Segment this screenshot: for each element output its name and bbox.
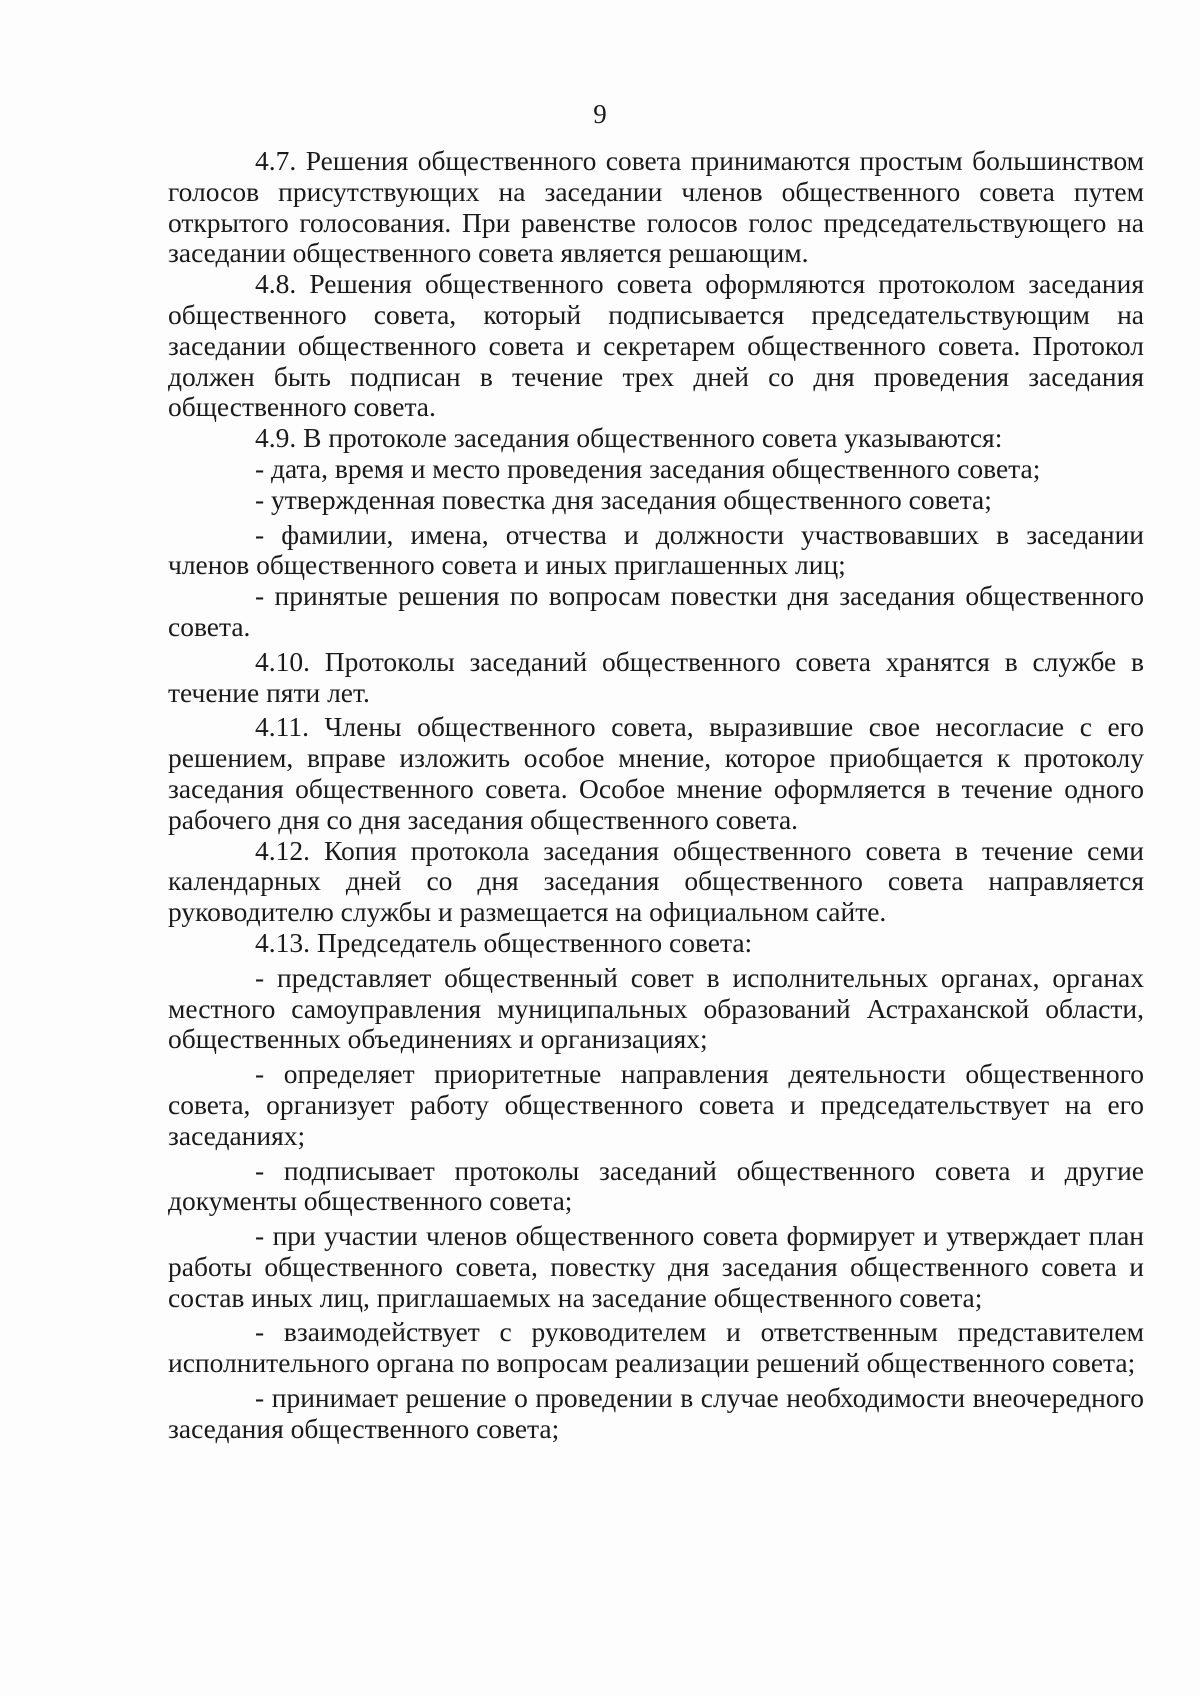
- list-item: - принятые решения по вопросам повестки дня заседания общественного совета.: [168, 580, 1144, 642]
- paragraph-4-13: 4.13. Председатель общественного совета:: [255, 926, 753, 958]
- paragraph-4-11: 4.11. Члены общественного совета, выразившие свое несогласие с его решением, вправе изложить особое мнение, которое приобщается к протоколу заседания общественного совета. Особое мнение оформляется в течение одного рабочего дня со дня заседания общественного совета.: [168, 711, 1144, 835]
- paragraph-4-8: 4.8. Решения общественного совета оформляются протоколом заседания общественного совета, который подписывается председательствующим на заседании общественного совета и секретарем общественного совета. Протокол должен быть подписан в течение трех дней со дня проведения заседания общественного совета.: [168, 268, 1144, 423]
- paragraph-4-12: 4.12. Копия протокола заседания общественного совета в течение семи календарных дней со дня заседания общественного совета направляется руководителю службы и размещается на официальном сайте.: [168, 834, 1144, 928]
- paragraph-4-10: 4.10. Протоколы заседаний общественного совета хранятся в службе в течение пяти лет.: [168, 645, 1144, 708]
- paragraph-4-9: 4.9. В протоколе заседания общественного совета указываются:: [255, 422, 1003, 454]
- list-item: - представляет общественный совет в исполнительных органах, органах местного самоуправления муниципальных образований Астраханской области, общественных объединениях и организациях;: [168, 961, 1144, 1055]
- list-item: - утвержденная повестка дня заседания общественного совета;: [255, 483, 992, 515]
- list-item: - дата, время и место проведения заседания общественного совета;: [255, 452, 1041, 484]
- list-item: - подписывает протоколы заседаний общественного совета и другие документы общественного совета;: [168, 1154, 1144, 1217]
- document-body: [168, 146, 1144, 1445]
- list-item: - принимает решение о проведении в случае необходимости внеочередного заседания общественного совета;: [168, 1382, 1144, 1444]
- list-item: - взаимодействует с руководителем и ответственным представителем исполнительного органа по вопросам реализации решений общественного совета;: [168, 1316, 1144, 1379]
- paragraph-4-7: 4.7. Решения общественного совета принимаются простым большинством голосов присутствующих на заседании членов общественного совета путем открытого голосования. При равенстве голосов голос председательствующего на заседании общественного совета является решающим.: [168, 145, 1144, 269]
- page-number: 9: [593, 99, 607, 129]
- list-item: - определяет приоритетные направления деятельности общественного совета, организует работу общественного совета и председательствует на его заседаниях;: [168, 1058, 1144, 1151]
- list-item: - при участии членов общественного совета формирует и утверждает план работы общественного совета, повестку дня заседания общественного совета и состав иных лиц, приглашаемых на заседание общественного совета;: [168, 1220, 1144, 1313]
- list-item: - фамилии, имена, отчества и должности участвовавших в заседании членов общественного совета и иных приглашенных лиц;: [168, 518, 1144, 581]
